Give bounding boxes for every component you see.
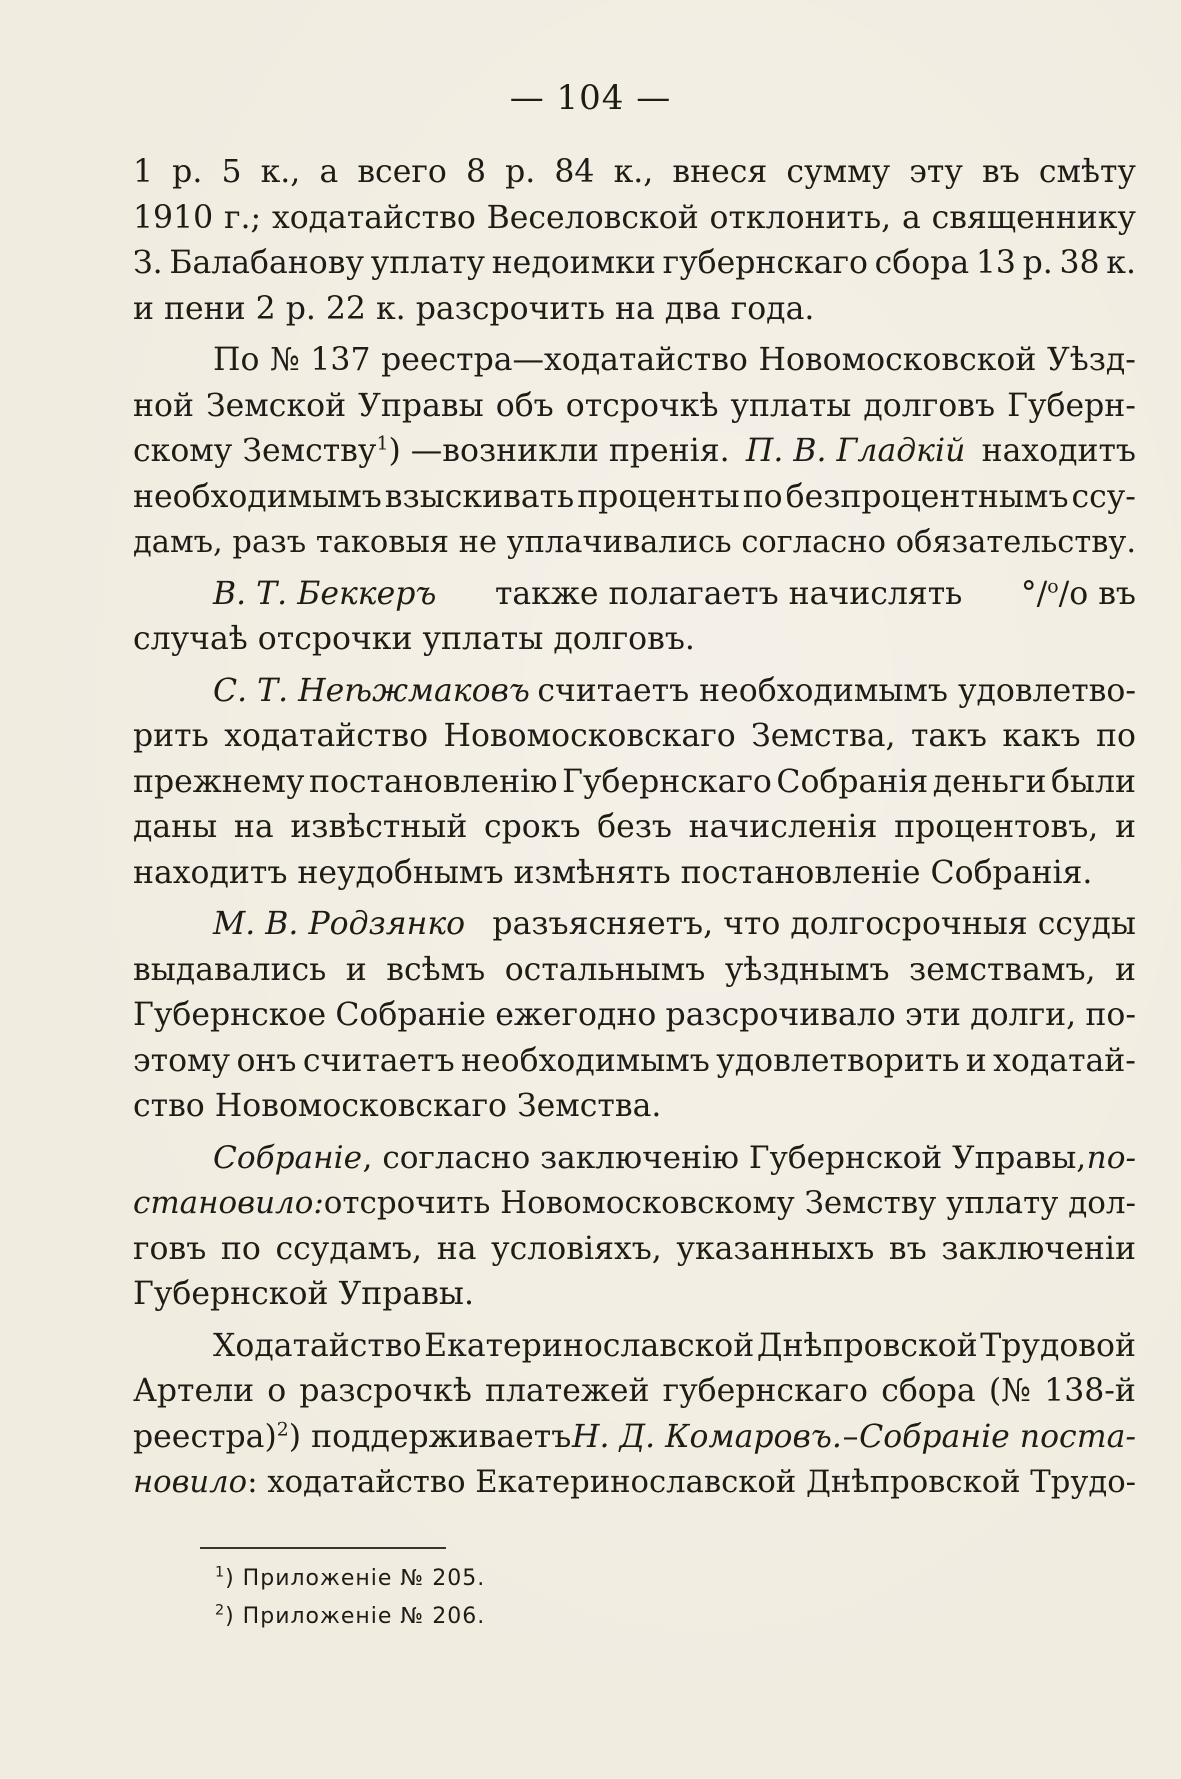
word: заключеніи bbox=[941, 1230, 1136, 1267]
word: постановленію bbox=[308, 763, 558, 800]
word: этому bbox=[133, 1042, 231, 1079]
word: внеся bbox=[672, 154, 768, 190]
word: на bbox=[233, 809, 274, 845]
word: Собранія bbox=[776, 763, 929, 800]
word: срокъ bbox=[484, 809, 581, 845]
word: 84 bbox=[554, 154, 595, 190]
word: Екатеринославской bbox=[424, 1327, 755, 1364]
text-run bbox=[133, 1227, 1136, 1273]
text-line bbox=[133, 851, 1136, 897]
text-run: скому Земству bbox=[133, 433, 377, 469]
text-run: °/ bbox=[1020, 575, 1048, 612]
word: губернскаго bbox=[662, 245, 868, 281]
text-line bbox=[133, 714, 1136, 760]
text-run: считаетъ необходимымъ удовлетво- bbox=[537, 672, 1136, 709]
text-run bbox=[133, 993, 1136, 1039]
word: ссудамъ, bbox=[275, 1230, 423, 1267]
text-line bbox=[133, 150, 1136, 196]
speaker-name: Н. Д. Комаровъ. bbox=[572, 1418, 842, 1455]
body-text bbox=[133, 150, 1136, 1506]
speaker-name: В. Т. Беккеръ bbox=[213, 575, 437, 612]
word: взыскивать bbox=[384, 478, 575, 515]
speaker-name: М. В. Родзянко bbox=[213, 906, 466, 942]
text-run: случаѣ отсрочки уплаты долговъ. bbox=[133, 621, 695, 657]
text-run bbox=[133, 805, 1136, 851]
word: безъ bbox=[597, 809, 672, 845]
word: 38 bbox=[1059, 245, 1100, 281]
text-run bbox=[133, 1369, 1136, 1415]
word: всѣмъ bbox=[386, 951, 486, 988]
text-line bbox=[133, 196, 1136, 242]
text-line bbox=[133, 287, 1136, 333]
word: земствамъ, bbox=[909, 951, 1096, 988]
word: отсрочкѣ bbox=[565, 387, 719, 424]
text-line bbox=[133, 948, 1136, 994]
word: Балабанову bbox=[169, 245, 365, 281]
word: эти bbox=[904, 997, 962, 1033]
word: ходатайство bbox=[224, 718, 429, 754]
word: р. bbox=[1022, 245, 1053, 281]
text-run: : ходатайство Екатеринославской Днѣпровской Трудо- bbox=[247, 1465, 1136, 1500]
text-line bbox=[133, 1460, 1136, 1506]
word: по bbox=[220, 1230, 261, 1267]
word: объ bbox=[495, 387, 554, 424]
word: и bbox=[965, 1042, 987, 1079]
word: въ bbox=[888, 1230, 927, 1267]
text-run: /о въ bbox=[1058, 575, 1136, 612]
word: прежнему bbox=[133, 763, 305, 800]
footnote-ref: 2 bbox=[276, 1418, 289, 1440]
word: деньги bbox=[932, 763, 1047, 800]
word: Губернскаго bbox=[562, 763, 772, 800]
word: разсрочивало bbox=[665, 997, 896, 1033]
text-run bbox=[133, 1039, 1136, 1085]
word: ежегодно bbox=[495, 997, 657, 1033]
word: удовлетворить bbox=[716, 1042, 960, 1079]
word: к., bbox=[260, 154, 301, 190]
word: ссу- bbox=[1071, 478, 1136, 515]
word: ходатай- bbox=[993, 1042, 1136, 1079]
word: Днѣпровской bbox=[756, 1327, 978, 1364]
word: всего bbox=[357, 154, 447, 190]
word: 13 bbox=[975, 245, 1016, 281]
text-run: реестра) bbox=[133, 1418, 277, 1455]
word: Губерн- bbox=[1007, 387, 1136, 424]
word: а bbox=[319, 154, 339, 190]
word: отклонить, bbox=[709, 199, 892, 236]
word: губернскаго bbox=[662, 1373, 869, 1409]
text-run: – bbox=[842, 1418, 859, 1455]
text-line bbox=[133, 805, 1136, 851]
word: необходимымъ bbox=[133, 478, 382, 515]
speaker-name: С. Т. Неѣжмаковъ bbox=[213, 672, 530, 709]
text-run: находитъ bbox=[981, 433, 1136, 469]
word: уплату bbox=[370, 245, 485, 281]
text-line bbox=[133, 520, 1136, 566]
text-line bbox=[133, 1039, 1136, 1085]
word: к., bbox=[613, 154, 654, 190]
word: въ bbox=[981, 154, 1020, 190]
word: З. bbox=[133, 245, 163, 281]
word: р. bbox=[172, 154, 203, 190]
word: какъ bbox=[1002, 718, 1081, 754]
word: Управы bbox=[358, 387, 484, 424]
word: даны bbox=[133, 809, 218, 845]
word: 1 bbox=[133, 154, 154, 190]
text-line bbox=[133, 760, 1136, 806]
resolution-label: становило: bbox=[133, 1185, 324, 1221]
text-line bbox=[133, 1181, 1136, 1227]
word: по bbox=[742, 478, 783, 515]
text-line bbox=[133, 902, 1136, 948]
text-run: ) —возникли пренія. bbox=[388, 433, 730, 469]
text-line bbox=[133, 384, 1136, 430]
footnote-ref: 1 bbox=[376, 432, 389, 455]
word: Земства, bbox=[751, 718, 896, 754]
word: сбора bbox=[874, 245, 970, 281]
word: Трудовой bbox=[980, 1327, 1136, 1364]
word: сумму bbox=[786, 154, 891, 190]
word: процентовъ, bbox=[894, 809, 1099, 845]
text-line bbox=[133, 241, 1136, 287]
text-run: находитъ неудобнымъ измѣнять постановленіе Собранія. bbox=[133, 854, 1093, 891]
text-line bbox=[133, 1272, 1136, 1318]
word: долги, bbox=[970, 997, 1077, 1033]
word: 137 bbox=[310, 342, 371, 378]
text-run bbox=[133, 150, 1136, 196]
text-line bbox=[133, 475, 1136, 521]
footnote-mark: 2 bbox=[215, 1602, 226, 1619]
word: указанныхъ bbox=[676, 1230, 875, 1267]
word: долговъ bbox=[863, 387, 996, 424]
resolution-label: Собраніе bbox=[213, 1139, 363, 1176]
text-run-group bbox=[133, 429, 730, 475]
text-run bbox=[133, 714, 1136, 760]
word: уѣзднымъ bbox=[724, 951, 890, 988]
word: начисленія bbox=[688, 809, 878, 845]
word: по bbox=[1095, 718, 1136, 754]
word: выдавались bbox=[133, 951, 327, 988]
word: разсрочкѣ bbox=[299, 1373, 472, 1409]
text-line bbox=[133, 1415, 1136, 1461]
page-number: — 104 — bbox=[509, 78, 672, 118]
text-run-group bbox=[1021, 572, 1136, 618]
word: р. bbox=[505, 154, 536, 190]
word: к. bbox=[1106, 245, 1136, 281]
word: Собраніе bbox=[335, 997, 486, 1033]
word: Уѣзд- bbox=[1046, 342, 1136, 378]
word: недоимки bbox=[491, 245, 656, 281]
word: говъ bbox=[133, 1230, 207, 1267]
word: безпроцентнымъ bbox=[785, 478, 1069, 515]
footnote bbox=[215, 1560, 485, 1598]
word: остальнымъ bbox=[504, 951, 706, 988]
word: № bbox=[270, 342, 300, 378]
text-run bbox=[133, 475, 1136, 521]
word: платежей bbox=[484, 1373, 650, 1409]
text-run: дамъ, разъ таковыя не уплачивались согласно обязательству. bbox=[133, 525, 1137, 560]
text-run: также полагаетъ начислять bbox=[494, 575, 963, 612]
word: эту bbox=[909, 154, 963, 190]
text-line bbox=[133, 429, 1136, 475]
word: условіяхъ, bbox=[491, 1230, 662, 1267]
text-line bbox=[133, 1084, 1136, 1130]
text-run: о bbox=[1047, 575, 1059, 597]
word: сбора bbox=[881, 1373, 976, 1409]
word: ходатайство bbox=[271, 199, 476, 236]
word: ной bbox=[133, 387, 194, 424]
resolution-label: Собраніе поста- bbox=[859, 1418, 1136, 1455]
word: По bbox=[213, 342, 260, 378]
word: Новомосковской bbox=[758, 342, 1037, 378]
word: Губернское bbox=[133, 997, 327, 1033]
text-line bbox=[133, 993, 1136, 1039]
word: и bbox=[1115, 951, 1136, 988]
word: Ходатайство bbox=[213, 1327, 422, 1364]
text-run bbox=[133, 948, 1136, 994]
text-run bbox=[133, 384, 1136, 430]
footnote bbox=[215, 1598, 485, 1636]
word: (№ bbox=[988, 1373, 1031, 1409]
word: и bbox=[1114, 809, 1136, 845]
word: о bbox=[267, 1373, 287, 1409]
resolution-label: по- bbox=[1086, 1139, 1136, 1176]
text-run: Губернской Управы. bbox=[133, 1276, 474, 1312]
word: 8 bbox=[465, 154, 486, 190]
word: г.; bbox=[223, 199, 262, 236]
text-run bbox=[133, 196, 1136, 242]
word: проценты bbox=[577, 478, 740, 515]
resolution-label: новило bbox=[133, 1465, 248, 1500]
footnote-text: ) Приложеніе № 206. bbox=[225, 1604, 486, 1629]
word: 138-й bbox=[1044, 1373, 1136, 1409]
word: 1910 bbox=[133, 199, 214, 236]
text-line bbox=[133, 1136, 1136, 1182]
text-line bbox=[133, 572, 1136, 618]
word: Артели bbox=[133, 1373, 255, 1409]
word: рить bbox=[133, 718, 209, 754]
text-run: ) поддерживаетъ bbox=[288, 1418, 572, 1455]
footnote-divider bbox=[200, 1547, 446, 1549]
text-run bbox=[213, 338, 1136, 384]
word: Веселовской bbox=[486, 199, 699, 236]
word: Новомосковскаго bbox=[443, 718, 736, 754]
word: смѣту bbox=[1038, 154, 1136, 190]
text-run-group bbox=[133, 1415, 571, 1461]
text-run: , согласно заключенію Губернской Управы, bbox=[362, 1139, 1087, 1176]
word: на bbox=[436, 1230, 477, 1267]
word: Земской bbox=[206, 387, 347, 424]
word: священнику bbox=[931, 199, 1136, 236]
text-run bbox=[133, 760, 1136, 806]
text-line bbox=[133, 617, 1136, 663]
word: уплаты bbox=[730, 387, 852, 424]
footnotes bbox=[215, 1560, 485, 1636]
word: а bbox=[901, 199, 921, 236]
text-run: и пени 2 р. 22 к. разсрочить на два года. bbox=[133, 290, 815, 327]
speaker-name: П. В. Гладкій bbox=[745, 433, 966, 469]
word: 5 bbox=[221, 154, 242, 190]
text-run bbox=[213, 1324, 1136, 1370]
word: онъ bbox=[236, 1042, 297, 1079]
text-run: ство Новомосковскаго Земства. bbox=[133, 1088, 662, 1124]
text-run: разъясняетъ, что долгосрочныя ссуды bbox=[492, 906, 1136, 942]
word: такъ bbox=[910, 718, 987, 754]
word: и bbox=[345, 951, 367, 988]
footnote-mark: 1 bbox=[215, 1564, 226, 1581]
text-run bbox=[133, 241, 1136, 287]
word: реестра—ходатайство bbox=[381, 342, 748, 378]
text-line bbox=[133, 1324, 1136, 1370]
text-line bbox=[133, 669, 1136, 715]
text-line bbox=[133, 338, 1136, 384]
text-line bbox=[133, 1369, 1136, 1415]
text-run: отсрочить Новомосковскому Земству уплату дол- bbox=[323, 1185, 1136, 1221]
text-line bbox=[133, 1227, 1136, 1273]
word: необходимымъ bbox=[461, 1042, 710, 1079]
footnote-text: ) Приложеніе № 205. bbox=[225, 1566, 486, 1591]
word: считаетъ bbox=[302, 1042, 455, 1079]
word: извѣстный bbox=[290, 809, 468, 845]
word: были bbox=[1050, 763, 1136, 800]
word: по- bbox=[1085, 997, 1136, 1033]
